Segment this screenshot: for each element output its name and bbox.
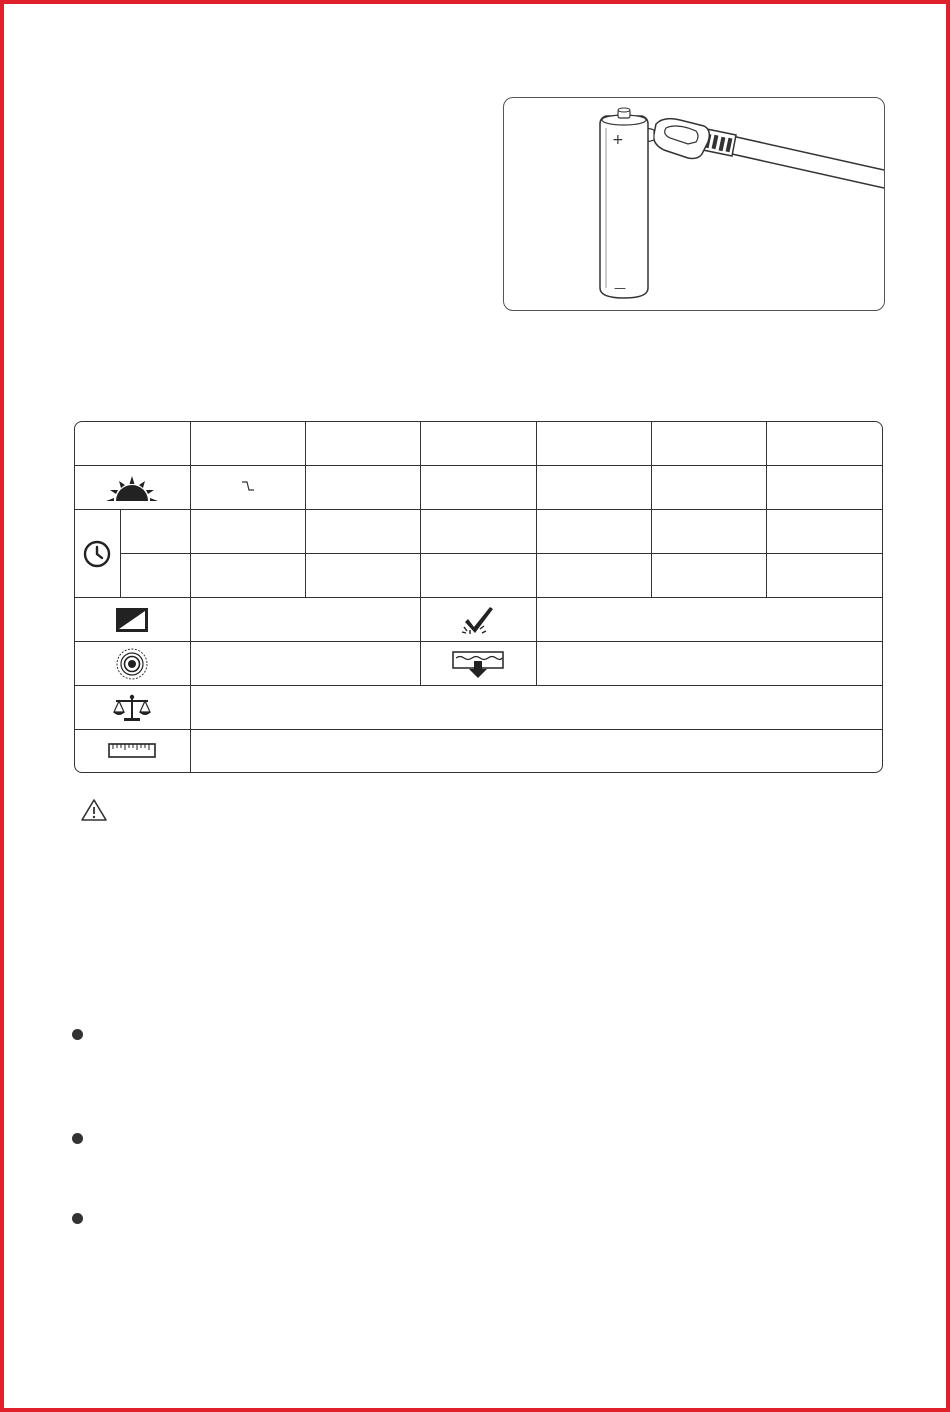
beam-distance-icon	[115, 607, 149, 633]
weight-value	[190, 686, 882, 730]
beam-distance-icon-cell	[75, 598, 190, 642]
peak-intensity-value	[190, 642, 421, 686]
header-cell	[651, 422, 766, 466]
brightness-value	[306, 466, 421, 510]
beam-distance-value	[190, 598, 421, 642]
runtime-sublabel	[120, 554, 190, 598]
impact-resistance-icon-cell	[421, 598, 536, 642]
runtime-value	[306, 510, 421, 554]
runtime-value	[190, 554, 305, 598]
weight-row	[75, 686, 882, 730]
runtime-value	[651, 510, 766, 554]
brightness-value	[651, 466, 766, 510]
runtime-value	[536, 510, 651, 554]
waterproof-icon	[452, 649, 504, 679]
waterproof-icon-cell	[421, 642, 536, 686]
header-cell	[190, 422, 305, 466]
peak-intensity-icon	[115, 647, 149, 681]
sunburst-icon	[106, 474, 158, 502]
runtime-value	[190, 510, 305, 554]
beam-distance-row	[75, 598, 882, 642]
battery-plus-mark: +	[612, 132, 624, 148]
battery-charging-illustration	[503, 97, 885, 311]
impact-resistance-icon	[460, 605, 496, 635]
scale-icon	[112, 693, 152, 723]
bullet-point	[72, 1029, 83, 1040]
table-header-row	[75, 422, 882, 466]
runtime-value	[421, 554, 536, 598]
brightness-value	[536, 466, 651, 510]
ruler-icon	[108, 742, 156, 760]
brightness-value	[421, 466, 536, 510]
brightness-value	[190, 466, 305, 510]
runtime-value	[306, 554, 421, 598]
waterproof-value	[536, 642, 882, 686]
runtime-value	[767, 510, 882, 554]
warning-icon	[80, 798, 108, 827]
dimensions-value	[190, 730, 882, 774]
impact-resistance-value	[536, 598, 882, 642]
header-cell	[421, 422, 536, 466]
dimensions-icon-cell	[75, 730, 190, 774]
runtime-row-b	[75, 554, 882, 598]
brightness-value	[767, 466, 882, 510]
runtime-value	[767, 554, 882, 598]
brightness-row	[75, 466, 882, 510]
bullet-point	[72, 1133, 83, 1144]
runtime-icon-cell	[75, 510, 120, 598]
runtime-row-a	[75, 510, 882, 554]
header-cell	[306, 422, 421, 466]
bullet-point	[72, 1213, 83, 1224]
runtime-value	[421, 510, 536, 554]
peak-intensity-icon-cell	[75, 642, 190, 686]
header-cell	[536, 422, 651, 466]
intensity-row	[75, 642, 882, 686]
step-down-icon	[241, 480, 255, 492]
dimensions-row	[75, 730, 882, 774]
runtime-value	[651, 554, 766, 598]
spec-table	[74, 421, 883, 773]
battery-minus-mark: —	[614, 281, 626, 295]
weight-icon-cell	[75, 686, 190, 730]
header-cell	[75, 422, 190, 466]
clock-icon	[82, 539, 112, 569]
runtime-sublabel	[120, 510, 190, 554]
brightness-icon-cell	[75, 466, 190, 510]
runtime-value	[536, 554, 651, 598]
header-cell	[767, 422, 882, 466]
